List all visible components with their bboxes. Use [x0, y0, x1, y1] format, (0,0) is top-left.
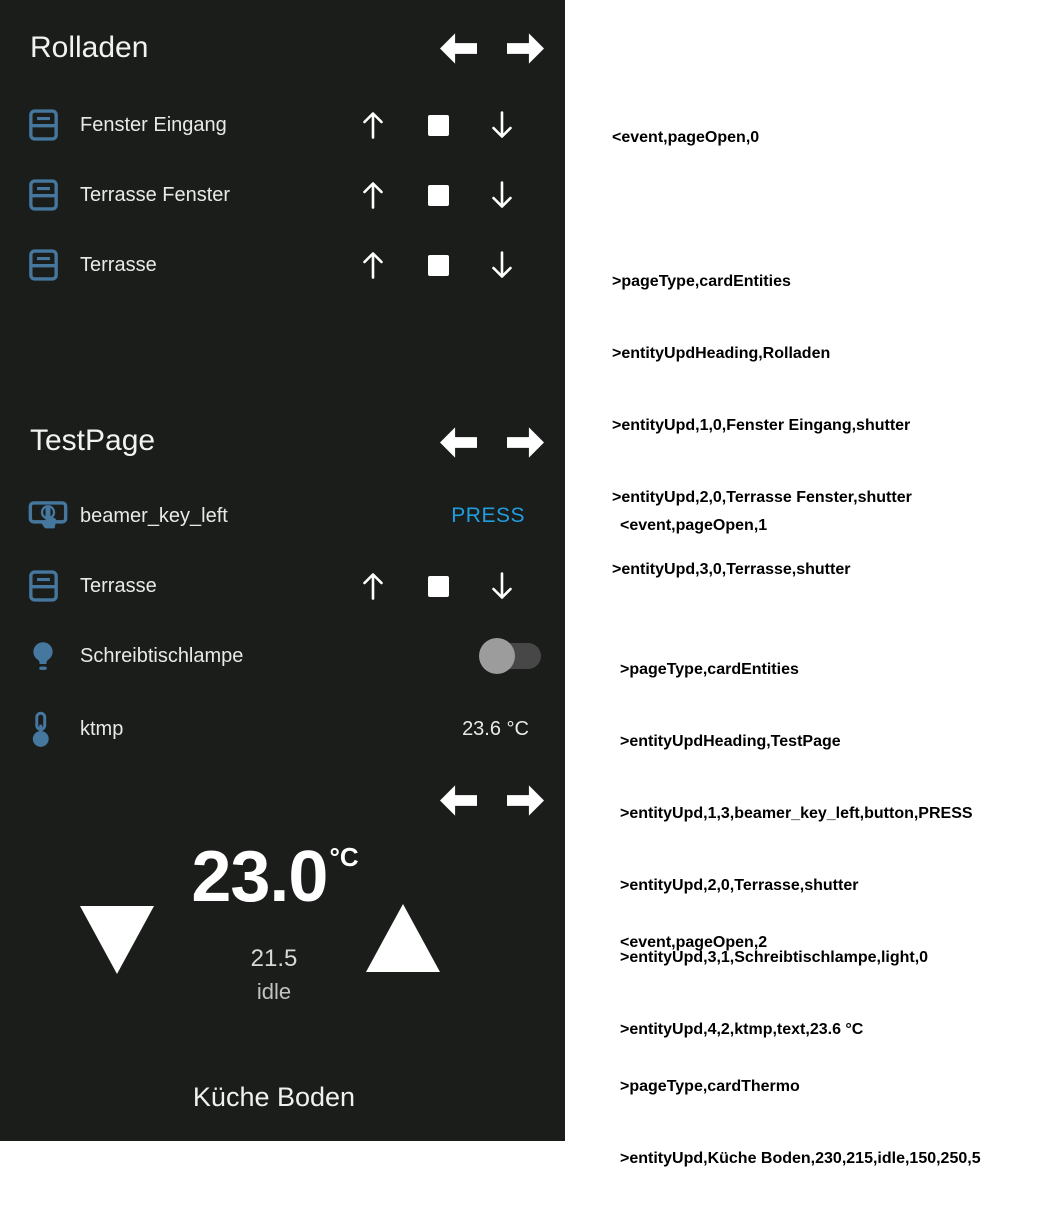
entity-label: Terrasse	[80, 253, 157, 276]
entity-label: beamer_key_left	[80, 504, 228, 527]
toggle-knob	[479, 638, 515, 674]
log-line: >pageType,cardEntities	[612, 273, 791, 290]
entity-row-fenster-eingang	[28, 102, 545, 148]
log-line: >pageType,cardThermo	[620, 1078, 800, 1095]
press-button[interactable]: PRESS	[451, 504, 525, 527]
shutter-down-button[interactable]	[486, 566, 518, 606]
log-line: >entityUpd,1,3,beamer_key_left,button,PRESS	[620, 805, 973, 822]
entity-label: Terrasse Fenster	[80, 183, 231, 206]
nav-right-arrow-button[interactable]	[507, 427, 544, 458]
shutter-down-button[interactable]	[486, 245, 518, 285]
log-event-line: <event,pageOpen,2	[620, 934, 768, 951]
log-line: >entityUpd,2,0,Terrasse,shutter	[620, 877, 859, 894]
entity-row-terrasse	[28, 242, 545, 288]
entity-label: Terrasse	[80, 574, 157, 597]
card-rolladen-nav	[440, 33, 544, 64]
shutter-up-button[interactable]	[357, 175, 389, 215]
nav-left-arrow-button[interactable]	[440, 33, 477, 64]
log-line: >entityUpd,4,2,ktmp,text,23.6 °C	[620, 1021, 864, 1038]
setpoint-temperature: 21.5	[250, 945, 298, 972]
card-testpage-nav	[440, 427, 544, 458]
nav-left-arrow-button[interactable]	[440, 427, 477, 458]
log-line: >entityUpd,3,1,Schreibtischlampe,light,0	[620, 949, 929, 966]
log-line: >entityUpd,3,0,Terrasse,shutter	[612, 561, 851, 578]
card-thermo-nav	[440, 785, 544, 816]
card-testpage-title: TestPage	[30, 424, 156, 457]
entity-label: Fenster Eingang	[80, 113, 227, 136]
window-shutter-icon	[28, 568, 80, 604]
entity-row-terrasse	[28, 563, 545, 609]
entity-row-terrasse-fenster	[28, 172, 545, 218]
shutter-up-button[interactable]	[357, 245, 389, 285]
entity-label: ktmp	[80, 717, 124, 740]
thermometer-icon	[28, 711, 80, 747]
log-line: >entityUpdHeading,Rolladen	[612, 345, 831, 362]
log-block-page2	[620, 883, 981, 1219]
gesture-tap-button-icon	[28, 499, 80, 533]
entity-label: Schreibtischlampe	[80, 644, 244, 667]
lightbulb-icon	[28, 638, 80, 674]
nav-left-arrow-button[interactable]	[440, 785, 477, 816]
window-shutter-icon	[28, 177, 80, 213]
shutter-down-button[interactable]	[486, 175, 518, 215]
log-line: >entityUpd,Küche Boden,230,215,idle,150,250,5	[620, 1150, 981, 1167]
temperature-unit: °C	[329, 842, 359, 872]
log-event-line: <event,pageOpen,0	[612, 129, 760, 146]
shutter-stop-button[interactable]	[422, 175, 454, 215]
entity-row-schreibtischlampe	[28, 633, 545, 679]
thermostat-state: idle	[256, 979, 292, 1004]
thermostat-title: Küche Boden	[192, 1082, 356, 1112]
shutter-stop-button[interactable]	[422, 566, 454, 606]
entity-row-ktmp	[28, 706, 545, 752]
nav-right-arrow-button[interactable]	[507, 33, 544, 64]
card-rolladen-title: Rolladen	[30, 31, 149, 64]
shutter-down-button[interactable]	[486, 105, 518, 145]
log-line: >entityUpd,2,0,Terrasse Fenster,shutter	[612, 489, 912, 506]
shutter-stop-button[interactable]	[422, 105, 454, 145]
temperature-value: 23.6 °C	[462, 717, 529, 740]
nav-right-arrow-button[interactable]	[507, 785, 544, 816]
log-line: >pageType,cardEntities	[620, 661, 799, 678]
shutter-up-button[interactable]	[357, 566, 389, 606]
current-temperature-value: 23.0	[191, 837, 328, 917]
log-event-line: <event,pageOpen,1	[620, 517, 768, 534]
log-line: >entityUpd,1,0,Fenster Eingang,shutter	[612, 417, 911, 434]
window-shutter-icon	[28, 107, 80, 143]
shutter-up-button[interactable]	[357, 105, 389, 145]
log-line: >entityUpdHeading,TestPage	[620, 733, 841, 750]
entity-row-beamer-key-left	[28, 493, 545, 539]
shutter-stop-button[interactable]	[422, 245, 454, 285]
light-toggle-switch[interactable]	[483, 643, 541, 669]
window-shutter-icon	[28, 247, 80, 283]
